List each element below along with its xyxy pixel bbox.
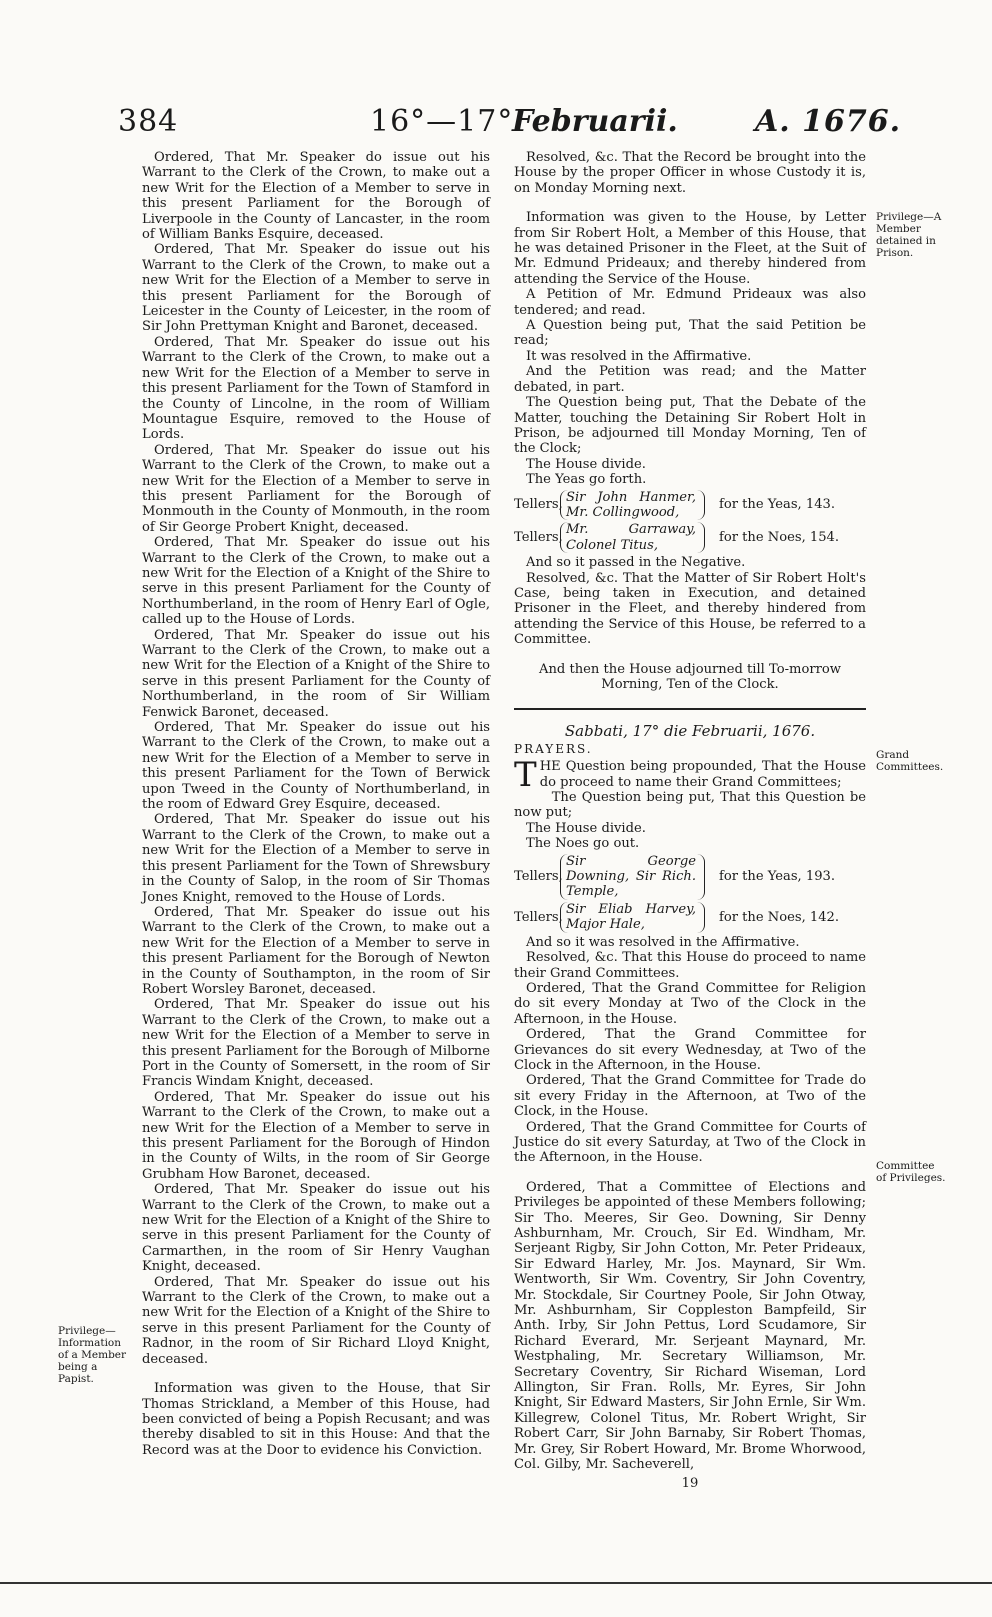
tellers-label: Tellers, — [514, 869, 563, 885]
order-paragraph: Ordered, That Mr. Speaker do issue out his Warrant to the Clerk of the Crown, to make out a new Writ for the Election of a Member to serve in this present Parliament for the Borough of Liverpoole in the County of Lancaster, in the room of William Banks Esquire, deceased. — [142, 150, 490, 243]
order-paragraph: Ordered, That Mr. Speaker do issue out his Warrant to the Clerk of the Crown, to make out a new Writ for the Election of a Member to serve in this present Parliament for the Town of Stamford in the County of Lincolne, in the room of William Mountague Esquire, removed to the House of Lords. — [142, 334, 490, 443]
order-paragraph: Ordered, That Mr. Speaker do issue out his Warrant to the Clerk of the Crown, to make out a new Writ for the Election of a Knight of the Shire to serve in this present Parliament for the County of Carmarthen, in the room of Sir Henry Vaughan Knight, deceased. — [142, 1182, 490, 1275]
margin-note-grand-committees: Grand Committees. — [876, 749, 944, 773]
tellers-result: for the Yeas, 193. — [719, 869, 836, 885]
question-petition: A Question being put, That the said Petition be read; — [514, 318, 866, 349]
house-divide: The House divide. — [526, 456, 646, 472]
tellers-label: Tellers, — [514, 909, 563, 925]
question-propounded-text: HE Question being propounded, That the House do proceed to name their Grand Committees; — [539, 759, 866, 790]
question-propounded — [514, 755, 866, 796]
right-column — [514, 150, 866, 1491]
signature-mark: 19 — [681, 1475, 699, 1491]
petition: A Petition of Mr. Edmund Prideaux was also tendered; and read. — [514, 287, 866, 318]
tellers-noes — [514, 522, 866, 553]
tellers-names: Sir Eliab Harvey, Major Hale, — [560, 902, 705, 933]
committee-courts: Ordered, That the Grand Committee for Courts of Justice do sit every Saturday, at Two of the Clock in the Afternoon, in the House. — [514, 1119, 866, 1166]
tellers-noes — [514, 902, 866, 933]
header-year: A. 1676. — [755, 104, 902, 139]
committee-trade: Ordered, That the Grand Committee for Trade do sit every Friday in the Afternoon, at Two of the Clock, in the House. — [514, 1073, 866, 1120]
page-number: 384 — [118, 104, 179, 139]
order-paragraph: Ordered, That Mr. Speaker do issue out his Warrant to the Clerk of the Crown, to make out a new Writ for the Election of a Member to serve in this present Parliament for the Borough of Leicester in the County of Leicester, in the room of Sir John Prettyman Knight and Baronet, deceased. — [142, 242, 490, 335]
resolved-affirmative: And so it was resolved in the Affirmative. — [526, 934, 800, 950]
tellers-names: Sir George Downing, Sir Rich. Temple, — [560, 854, 705, 900]
tellers-yeas — [514, 854, 866, 900]
resolved-affirmative: It was resolved in the Affirmative. — [526, 348, 752, 364]
margin-note-committee-privileges: Committee of Privileges. — [876, 1160, 946, 1184]
resolved-holt: Resolved, &c. That the Matter of Sir Robert Holt's Case, being taken in Execution, and detained Prisoner in the Fleet, and thereby hindered from attending the Service of this House, be referred to a Committee. — [514, 570, 866, 648]
order-paragraph: Ordered, That Mr. Speaker do issue out his Warrant to the Clerk of the Crown, to make out a new Writ for the Election of a Member to serve in this present Parliament for the Town of Shrewsbury in the County of Salop, in the room of Sir Thomas Jones Knight, removed to the House of Lords. — [142, 812, 490, 905]
tellers-names: Mr. Garraway, Colonel Titus, — [560, 522, 705, 553]
header-dates: 16°—17° — [370, 104, 514, 139]
passed-negative: And so it passed in the Negative. — [526, 555, 746, 571]
section-divider — [514, 708, 866, 710]
order-paragraph: Ordered, That Mr. Speaker do issue out his Warrant to the Clerk of the Crown, to make out a new Writ for the Election of a Member to serve in this present Parliament for the Borough of Milborne Port in the County of Somersett, in the room of Sir Francis Windam Knight, deceased. — [142, 997, 490, 1090]
tellers-names: Sir John Hanmer, Mr. Collingwood, — [560, 490, 705, 521]
committee-religion: Ordered, That the Grand Committee for Religion do sit every Monday at Two of the Clock in the Afternoon, in the House. — [514, 980, 866, 1027]
margin-note-prison: Privilege—A Member detained in Prison. — [876, 211, 942, 259]
margin-note-papist: Privilege—Information of a Member being a Papist. — [58, 1325, 127, 1385]
resolved-name-committees: Resolved, &c. That this House do proceed to name their Grand Committees. — [514, 950, 866, 981]
adjourned: And then the House adjourned till To-morrow Morning, Ten of the Clock. — [539, 661, 841, 692]
resolved-record: Resolved, &c. That the Record be brought into the House by the proper Officer in whose Custody it is, on Monday Morning next. — [514, 150, 866, 196]
committee-grievances: Ordered, That the Grand Committee for Grievances do sit every Wednesday, at Two of the Clock in the Afternoon, in the House. — [514, 1027, 866, 1073]
order-paragraph: Ordered, That Mr. Speaker do issue out his Warrant to the Clerk of the Crown, to make out a new Writ for the Election of a Member to serve in this present Parliament for the Town of Berwick upon Tweed in the County of Northumberland, in the room of Edward Grey Esquire, deceased. — [142, 720, 490, 813]
tellers-yeas — [514, 490, 866, 521]
yeas-forth: The Yeas go forth. — [526, 472, 647, 488]
day-heading: Sabbati, 17° die Februarii, 1676. — [564, 722, 816, 741]
left-column — [142, 150, 490, 1458]
order-paragraph: Ordered, That Mr. Speaker do issue out his Warrant to the Clerk of the Crown, to make out a new Writ for the Election of a Member to serve in this present Parliament for the Borough of Hindon in the County of Wilts, in the room of Sir George Grubham How Baronet, deceased. — [142, 1089, 490, 1182]
order-paragraph: Ordered, That Mr. Speaker do issue out his Warrant to the Clerk of the Crown, to make out a new Writ for the Election of a Member to serve in this present Parliament for the Borough of Monmouth in the County of Monmouth, in the room of Sir George Probert Knight, deceased. — [142, 442, 490, 535]
bottom-rule — [0, 1582, 992, 1584]
tellers-label: Tellers, — [514, 497, 563, 513]
header-month: Februarii. — [512, 104, 678, 139]
info-holt: Information was given to the House, by Letter from Sir Robert Holt, a Member of this House, that he was detained Prisoner in the Fleet, at the Suit of Mr. Edmund Prideaux; and thereby hindered from attending the Service of the House. — [514, 210, 866, 287]
tellers-result: for the Noes, 154. — [719, 530, 840, 546]
question-debate: The Question being put, That the Debate of the Matter, touching the Detaining Sir Robert Holt in Prison, be adjourned till Monday Morning, Ten of the Clock; — [514, 395, 866, 457]
tellers-label: Tellers, — [514, 530, 563, 546]
order-paragraph: Ordered, That Mr. Speaker do issue out his Warrant to the Clerk of the Crown, to make out a new Writ for the Election of a Knight of the Shire to serve in this present Parliament for the County of Northumberland, in the room of Sir William Fenwick Baronet, deceased. — [142, 627, 490, 720]
tellers-result: for the Yeas, 143. — [719, 497, 836, 513]
tellers-result: for the Noes, 142. — [719, 909, 840, 925]
noes-out: The Noes go out. — [526, 836, 640, 852]
committee-members-list: Ordered, That a Committee of Elections and Privileges be appointed of these Members following; Sir Tho. Meeres, Sir Geo. Downing, Sir Denny Ashburnham, Mr. Crouch, Sir Ed. Windham, Mr. Serjeant Rigby, Sir John Cotton, Mr. Peter Prideaux, Sir Edward Harley, Mr. Jos. Maynard, Sir Wm. Wentworth, Sir Wm. Coventry, Sir John Coventry, Mr. Stockdale, Sir Courtney Poole, Sir John Otway, Mr. Ashburnham, Sir Coppleston Bampfeild, Sir Anth. Irby, Sir John Pettus, Lord Scudamore, Sir Richard Everard, Mr. Serjeant Maynard, Mr. Westphaling, Mr. Secretary Williamson, Mr. Secretary Coventry, Sir Richard Wiseman, Lord Allington, Sir Fran. Rolls, Mr. Eyres, Sir John Knight, Sir Edward Masters, Sir John Ernle, Sir Wm. Killegrew, Colonel Titus, Mr. Robert Wright, Sir Robert Carr, Sir John Barnaby, Sir Robert Thomas, Mr. Grey, Sir Robert Howard, Mr. Brome Whorwood, Col. Gilby, Mr. Sacheverell, — [514, 1179, 866, 1473]
petition-read: And the Petition was read; and the Matter debated, in part. — [514, 364, 866, 395]
drop-cap: T — [514, 755, 537, 796]
question-now: The Question being put, That this Question be now put; — [514, 790, 866, 821]
order-paragraph: Ordered, That Mr. Speaker do issue out his Warrant to the Clerk of the Crown, to make out a new Writ for the Election of a Knight of the Shire to serve in this present Parliament for the County of Northumberland, in the room of Henry Earl of Ogle, called up to the House of Lords. — [142, 535, 490, 628]
prayers-label: PRAYERS. — [514, 741, 593, 756]
house-divide: The House divide. — [526, 820, 646, 836]
order-paragraph: Ordered, That Mr. Speaker do issue out his Warrant to the Clerk of the Crown, to make out a new Writ for the Election of a Member to serve in this present Parliament for the Borough of Newton in the County of Southampton, in the room of Sir Robert Worsley Baronet, deceased. — [142, 904, 490, 997]
order-paragraph: Ordered, That Mr. Speaker do issue out his Warrant to the Clerk of the Crown, to make out a new Writ for the Election of a Knight of the Shire to serve in this present Parliament for the County of Radnor, in the room of Sir Richard Lloyd Knight, deceased. — [142, 1274, 490, 1367]
information-paragraph: Information was given to the House, that Sir Thomas Strickland, a Member of this House, had been convicted of being a Popish Recusant; and was thereby disabled to sit in this House: And that the Record was at the Door to evidence his Conviction. — [142, 1381, 490, 1458]
